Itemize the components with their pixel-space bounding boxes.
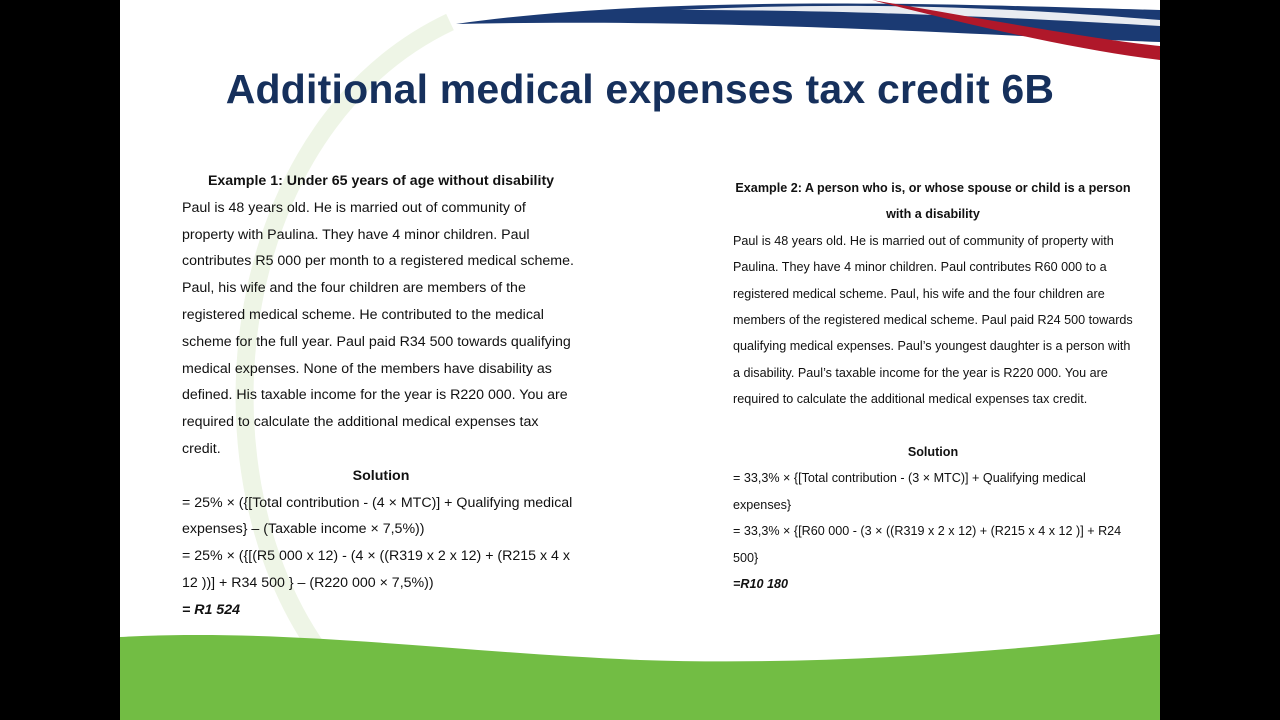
example-1-column <box>182 168 580 624</box>
example-1-calculation: = 25% × ({[(R5 000 x 12) - (4 × ((R319 x 2 x 12) + (R215 x 4 x 12 ))] + R34 500 } – (R220 000 × 7,5%)) <box>182 548 570 591</box>
example-1-heading: Example 1: Under 65 years of age without disability <box>207 173 555 189</box>
example-1-body: Paul is 48 years old. He is married out of community of property with Paulina. They have 4 minor children. Paul contributes R5 000 per month to a registered medical scheme. Paul, his wife and the four children are members of the registered medical scheme. He contributed to the medical scheme for the full year. Paul paid R34 500 towards qualifying medical expenses. None of the members have disability as defined. His taxable income for the year is R220 000. You are required to calculate the additional medical expenses tax credit. <box>182 199 574 457</box>
example-2-body: Paul is 48 years old. He is married out of community of property with Paulina. They have 4 minor children. Paul contributes R60 000 to a registered medical scheme. Paul, his wife and the four children are members of the registered medical scheme. Paul paid R24 500 towards qualifying medical expenses. Paul’s youngest daughter is a person with a disability. Paul’s taxable income for the year is R220 000. You are required to calculate the additional medical expenses tax credit. <box>733 233 1133 407</box>
example-1-solution-heading: Solution <box>352 467 410 484</box>
example-1-formula: = 25% × ({[Total contribution - (4 × MTC)] + Qualifying medical expenses} – (Taxable income × 7,5%)) <box>182 494 573 538</box>
example-2-column <box>733 175 1133 597</box>
example-2-answer: =R10 180 <box>733 577 788 592</box>
slide-title: Additional medical expenses tax credit 6B <box>225 66 1055 112</box>
example-2-spacer <box>733 413 1133 439</box>
example-2-heading: Example 2: A person who is, or whose spouse or child is a person with a disability <box>735 181 1131 222</box>
example-1-answer: = R1 524 <box>182 601 240 618</box>
example-2-calculation: = 33,3% × {[R60 000 - (3 × ((R319 x 2 x 12) + (R215 x 4 x 12 )] + R24 500} <box>733 524 1122 565</box>
green-band <box>120 634 1160 720</box>
example-2-formula: = 33,3% × {[Total contribution - (3 × MTC)] + Qualifying medical expenses} <box>733 471 1086 512</box>
example-2-solution-heading: Solution <box>907 445 959 460</box>
slide <box>120 0 1160 720</box>
